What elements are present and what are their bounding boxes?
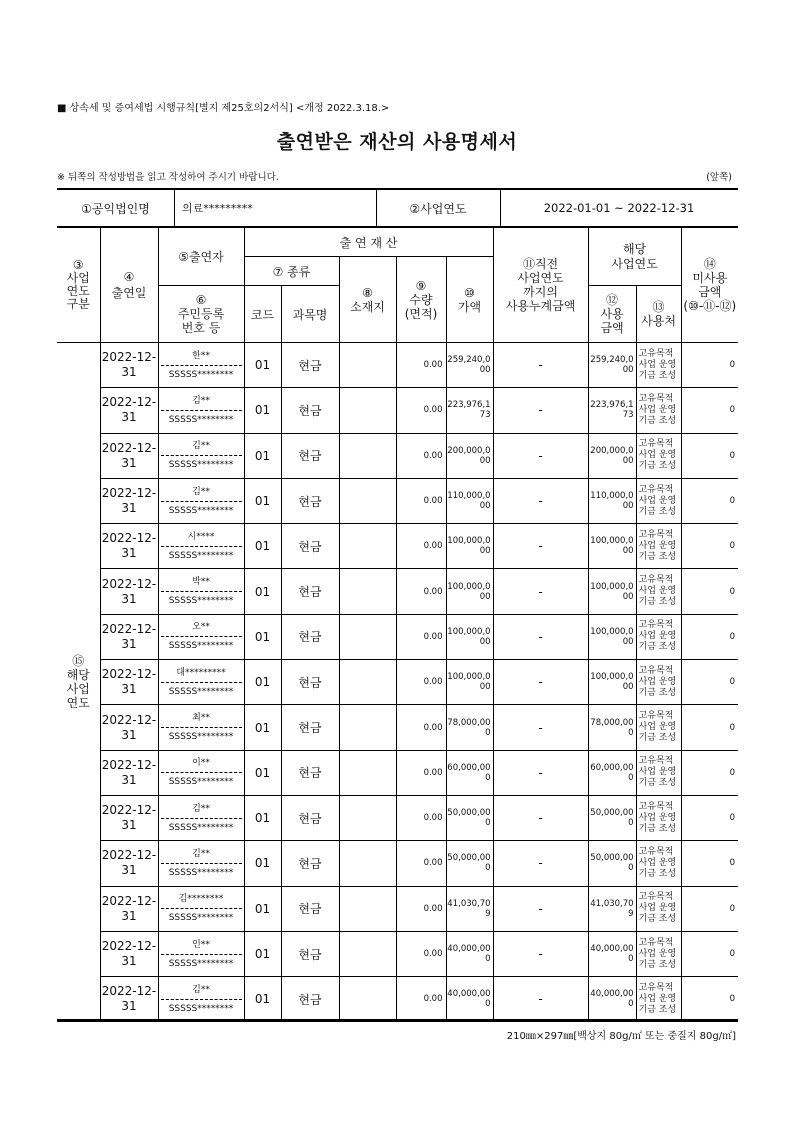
table-row — [57, 886, 738, 931]
value-cell: 78,000,000 — [446, 705, 493, 750]
usage-place-cell: 고유목적 사업 운영 기금 조성 — [636, 343, 681, 388]
contrib-date-cell: 2022-12-31 — [100, 931, 158, 976]
table-row — [57, 569, 738, 614]
prev-usage-cell: - — [493, 569, 588, 614]
used-amount-cell: 41,030,709 — [588, 886, 636, 931]
prev-usage-cell: - — [493, 931, 588, 976]
quantity-cell: 0.00 — [396, 478, 446, 523]
quantity-cell: 0.00 — [396, 931, 446, 976]
resident-id: SSSSS******** — [168, 958, 234, 969]
contributor-name: 한** — [161, 347, 242, 366]
resident-id: SSSSS******** — [168, 686, 234, 697]
contributor-cell — [158, 524, 244, 569]
contrib-date-cell: 2022-12-31 — [100, 343, 158, 388]
page-side-label: (앞쪽) — [706, 172, 732, 183]
code-cell: 01 — [244, 569, 281, 614]
contributor-name: 인** — [161, 936, 242, 955]
page-title: 출연받은 재산의 사용명세서 — [276, 131, 518, 153]
used-amount-cell: 50,000,000 — [588, 841, 636, 886]
quantity-cell: 0.00 — [396, 705, 446, 750]
header-quantity: ⑨ 수량 (면적) — [396, 257, 446, 343]
contributor-cell — [158, 886, 244, 931]
table-row — [57, 750, 738, 795]
location-cell — [339, 478, 396, 523]
quantity-cell: 0.00 — [396, 614, 446, 659]
prev-usage-cell: - — [493, 886, 588, 931]
resident-id: SSSSS******** — [168, 505, 234, 516]
table-row — [57, 705, 738, 750]
contrib-date-cell: 2022-12-31 — [100, 841, 158, 886]
unused-amount-cell: 0 — [681, 705, 738, 750]
usage-place-cell: 고유목적 사업 운영 기금 조성 — [636, 569, 681, 614]
used-amount-cell: 223,976,173 — [588, 388, 636, 433]
header-contrib-date: ④ 출연일 — [100, 228, 158, 343]
usage-place-cell: 고유목적 사업 운영 기금 조성 — [636, 478, 681, 523]
location-cell — [339, 795, 396, 840]
contributor-cell — [158, 705, 244, 750]
table-row — [57, 524, 738, 569]
prev-usage-cell: - — [493, 343, 588, 388]
location-cell — [339, 524, 396, 569]
unused-amount-cell: 0 — [681, 977, 738, 1022]
usage-place-cell: 고유목적 사업 운영 기금 조성 — [636, 795, 681, 840]
paper-spec: 210㎜×297㎜[백상지 80g/㎡ 또는 중질지 80g/㎡] — [506, 1031, 736, 1042]
resident-id: SSSSS******** — [168, 460, 234, 471]
contrib-date-cell: 2022-12-31 — [100, 750, 158, 795]
subject-cell: 현금 — [281, 841, 339, 886]
value-cell: 259,240,000 — [446, 343, 493, 388]
contrib-date-cell: 2022-12-31 — [100, 795, 158, 840]
header-value: ⑩ 가액 — [446, 257, 493, 343]
business-year-value: 2022-01-01 ~ 2022-12-31 — [543, 201, 695, 215]
usage-place-cell: 고유목적 사업 운영 기금 조성 — [636, 705, 681, 750]
used-amount-cell: 100,000,000 — [588, 614, 636, 659]
subject-cell: 현금 — [281, 931, 339, 976]
usage-place-cell: 고유목적 사업 운영 기금 조성 — [636, 750, 681, 795]
header-prev-usage: ⑪직전 사업연도 까지의 사용누계금액 — [493, 228, 588, 343]
location-cell — [339, 614, 396, 659]
code-cell: 01 — [244, 977, 281, 1022]
subject-cell: 현금 — [281, 569, 339, 614]
table-row — [57, 660, 738, 705]
contributor-name: 박** — [161, 573, 242, 592]
unused-amount-cell: 0 — [681, 478, 738, 523]
unused-amount-cell: 0 — [681, 750, 738, 795]
used-amount-cell: 40,000,000 — [588, 977, 636, 1022]
location-cell — [339, 750, 396, 795]
contributor-name: 김** — [161, 437, 242, 456]
code-cell: 01 — [244, 433, 281, 478]
value-cell: 60,000,000 — [446, 750, 493, 795]
prev-usage-cell: - — [493, 660, 588, 705]
header-year-type: ③ 사업 연도 구분 — [57, 228, 100, 343]
resident-id: SSSSS******** — [168, 777, 234, 788]
code-cell: 01 — [244, 388, 281, 433]
contributor-name: 김** — [161, 483, 242, 502]
value-cell: 200,000,000 — [446, 433, 493, 478]
code-cell: 01 — [244, 660, 281, 705]
resident-id: SSSSS******** — [168, 867, 234, 878]
header-contrib-property: 출 연 재 산 — [244, 228, 493, 257]
table-row — [57, 343, 738, 388]
location-cell — [339, 343, 396, 388]
value-cell: 100,000,000 — [446, 569, 493, 614]
subject-cell: 현금 — [281, 433, 339, 478]
location-cell — [339, 660, 396, 705]
subject-cell: 현금 — [281, 795, 339, 840]
form-reference: ■ 상속세 및 증여세법 시행규칙[별지 제25호의2서식] <개정 2022.3.18.> — [57, 103, 390, 114]
quantity-cell: 0.00 — [396, 343, 446, 388]
usage-place-cell: 고유목적 사업 운영 기금 조성 — [636, 841, 681, 886]
header-contributor: ⑤출연자 — [158, 228, 244, 286]
used-amount-cell: 100,000,000 — [588, 569, 636, 614]
business-year-label: ②사업연도 — [409, 201, 467, 216]
prev-usage-cell: - — [493, 705, 588, 750]
contributor-name: 최** — [161, 709, 242, 728]
usage-place-cell: 고유목적 사업 운영 기금 조성 — [636, 886, 681, 931]
table-row — [57, 795, 738, 840]
value-cell: 50,000,000 — [446, 841, 493, 886]
used-amount-cell: 259,240,000 — [588, 343, 636, 388]
unused-amount-cell: 0 — [681, 660, 738, 705]
resident-id: SSSSS******** — [168, 822, 234, 833]
header-code: 코드 — [244, 286, 281, 343]
resident-id: SSSSS******** — [168, 369, 234, 380]
prev-usage-cell: - — [493, 841, 588, 886]
usage-place-cell: 고유목적 사업 운영 기금 조성 — [636, 433, 681, 478]
contributor-cell — [158, 433, 244, 478]
table-row — [57, 931, 738, 976]
prev-usage-cell: - — [493, 388, 588, 433]
contrib-date-cell: 2022-12-31 — [100, 569, 158, 614]
unused-amount-cell: 0 — [681, 569, 738, 614]
table-row — [57, 433, 738, 478]
unused-amount-cell: 0 — [681, 886, 738, 931]
table-row — [57, 977, 738, 1022]
subject-cell: 현금 — [281, 750, 339, 795]
unused-amount-cell: 0 — [681, 524, 738, 569]
prev-usage-cell: - — [493, 977, 588, 1022]
quantity-cell: 0.00 — [396, 388, 446, 433]
used-amount-cell: 110,000,000 — [588, 478, 636, 523]
contributor-name: 이** — [161, 754, 242, 773]
bottom-rule — [57, 1019, 738, 1021]
subject-cell: 현금 — [281, 388, 339, 433]
quantity-cell: 0.00 — [396, 977, 446, 1022]
usage-place-cell: 고유목적 사업 운영 기금 조성 — [636, 660, 681, 705]
subject-cell: 현금 — [281, 524, 339, 569]
location-cell — [339, 433, 396, 478]
subject-cell: 현금 — [281, 614, 339, 659]
subject-cell: 현금 — [281, 705, 339, 750]
contributor-name: 김** — [161, 800, 242, 819]
value-cell: 100,000,000 — [446, 614, 493, 659]
contributor-cell — [158, 795, 244, 840]
contrib-date-cell: 2022-12-31 — [100, 478, 158, 523]
prev-usage-cell: - — [493, 750, 588, 795]
code-cell: 01 — [244, 478, 281, 523]
unused-amount-cell: 0 — [681, 433, 738, 478]
header-current-year: 해당 사업연도 — [588, 228, 681, 286]
unused-amount-cell: 0 — [681, 388, 738, 433]
contributor-name: 시**** — [161, 528, 242, 547]
contrib-date-cell: 2022-12-31 — [100, 660, 158, 705]
location-cell — [339, 841, 396, 886]
used-amount-cell: 50,000,000 — [588, 795, 636, 840]
quantity-cell: 0.00 — [396, 569, 446, 614]
contrib-date-cell: 2022-12-31 — [100, 886, 158, 931]
location-cell — [339, 569, 396, 614]
resident-id: SSSSS******** — [168, 414, 234, 425]
value-cell: 100,000,000 — [446, 660, 493, 705]
quantity-cell: 0.00 — [396, 750, 446, 795]
contributor-cell — [158, 841, 244, 886]
contributor-cell — [158, 660, 244, 705]
used-amount-cell: 78,000,000 — [588, 705, 636, 750]
code-cell: 01 — [244, 614, 281, 659]
contributor-cell — [158, 931, 244, 976]
contributor-name: 김******** — [161, 890, 242, 909]
value-cell: 40,000,000 — [446, 977, 493, 1022]
contributor-cell — [158, 388, 244, 433]
resident-id: SSSSS******** — [168, 550, 234, 561]
usage-place-cell: 고유목적 사업 운영 기금 조성 — [636, 977, 681, 1022]
header-unused-amount: ⑭ 미사용 금액 (⑩-⑪-⑫) — [681, 228, 738, 343]
contributor-name: 김** — [161, 392, 242, 411]
unused-amount-cell: 0 — [681, 614, 738, 659]
resident-id: SSSSS******** — [168, 732, 234, 743]
unused-amount-cell: 0 — [681, 343, 738, 388]
value-cell: 223,976,173 — [446, 388, 493, 433]
quantity-cell: 0.00 — [396, 433, 446, 478]
code-cell: 01 — [244, 931, 281, 976]
code-cell: 01 — [244, 524, 281, 569]
unused-amount-cell: 0 — [681, 795, 738, 840]
usage-place-cell: 고유목적 사업 운영 기금 조성 — [636, 388, 681, 433]
used-amount-cell: 60,000,000 — [588, 750, 636, 795]
usage-place-cell: 고유목적 사업 운영 기금 조성 — [636, 524, 681, 569]
code-cell: 01 — [244, 343, 281, 388]
subject-cell: 현금 — [281, 977, 339, 1022]
header-resident-id: ⑥ 주민등록 번호 등 — [158, 286, 244, 343]
used-amount-cell: 100,000,000 — [588, 524, 636, 569]
header-usage-place: ⑬ 사용처 — [636, 286, 681, 343]
header-kind: ⑦ 종류 — [244, 257, 339, 286]
table-row — [57, 841, 738, 886]
corp-name-label: ①공익법인명 — [81, 201, 150, 216]
contributor-cell — [158, 569, 244, 614]
contrib-date-cell: 2022-12-31 — [100, 388, 158, 433]
contributor-cell — [158, 750, 244, 795]
contributor-cell — [158, 977, 244, 1022]
resident-id: SSSSS******** — [168, 641, 234, 652]
table-row — [57, 614, 738, 659]
used-amount-cell: 200,000,000 — [588, 433, 636, 478]
divider — [174, 189, 175, 227]
table-row — [57, 388, 738, 433]
location-cell — [339, 388, 396, 433]
location-cell — [339, 931, 396, 976]
resident-id: SSSSS******** — [168, 913, 234, 924]
contrib-date-cell: 2022-12-31 — [100, 705, 158, 750]
location-cell — [339, 977, 396, 1022]
value-cell: 41,030,709 — [446, 886, 493, 931]
prev-usage-cell: - — [493, 614, 588, 659]
quantity-cell: 0.00 — [396, 660, 446, 705]
contributor-cell — [158, 614, 244, 659]
contrib-date-cell: 2022-12-31 — [100, 524, 158, 569]
contributor-cell — [158, 478, 244, 523]
unused-amount-cell: 0 — [681, 931, 738, 976]
value-cell: 50,000,000 — [446, 795, 493, 840]
corp-name-value: 의료********* — [182, 202, 253, 215]
unused-amount-cell: 0 — [681, 841, 738, 886]
header-used-amount: ⑫ 사용 금액 — [588, 286, 636, 343]
code-cell: 01 — [244, 886, 281, 931]
location-cell — [339, 886, 396, 931]
usage-table — [57, 227, 738, 1022]
contrib-date-cell: 2022-12-31 — [100, 433, 158, 478]
usage-place-cell: 고유목적 사업 운영 기금 조성 — [636, 614, 681, 659]
contributor-name: 오** — [161, 618, 242, 637]
contributor-name: 김** — [161, 981, 242, 1000]
resident-id: SSSSS******** — [168, 596, 234, 607]
prev-usage-cell: - — [493, 478, 588, 523]
subject-cell: 현금 — [281, 886, 339, 931]
value-cell: 100,000,000 — [446, 524, 493, 569]
value-cell: 40,000,000 — [446, 931, 493, 976]
quantity-cell: 0.00 — [396, 795, 446, 840]
subject-cell: 현금 — [281, 343, 339, 388]
quantity-cell: 0.00 — [396, 841, 446, 886]
subject-cell: 현금 — [281, 660, 339, 705]
prev-usage-cell: - — [493, 795, 588, 840]
resident-id: SSSSS******** — [168, 1003, 234, 1014]
prev-usage-cell: - — [493, 433, 588, 478]
contributor-cell — [158, 343, 244, 388]
contrib-date-cell: 2022-12-31 — [100, 614, 158, 659]
instruction-note: ※ 뒤쪽의 작성방법을 읽고 작성하여 주시기 바랍니다. — [57, 172, 279, 183]
usage-place-cell: 고유목적 사업 운영 기금 조성 — [636, 931, 681, 976]
code-cell: 01 — [244, 705, 281, 750]
code-cell: 01 — [244, 841, 281, 886]
quantity-cell: 0.00 — [396, 524, 446, 569]
used-amount-cell: 100,000,000 — [588, 660, 636, 705]
quantity-cell: 0.00 — [396, 886, 446, 931]
contributor-name: 대********* — [161, 664, 242, 683]
table-row — [57, 478, 738, 523]
prev-usage-cell: - — [493, 524, 588, 569]
code-cell: 01 — [244, 750, 281, 795]
contributor-name: 김** — [161, 845, 242, 864]
value-cell: 110,000,000 — [446, 478, 493, 523]
contrib-date-cell: 2022-12-31 — [100, 977, 158, 1022]
used-amount-cell: 40,000,000 — [588, 931, 636, 976]
header-subject: 과목명 — [281, 286, 339, 343]
code-cell: 01 — [244, 795, 281, 840]
header-location: ⑧ 소재지 — [339, 257, 396, 343]
subject-cell: 현금 — [281, 478, 339, 523]
location-cell — [339, 705, 396, 750]
current-year-label: ⑮ 해당 사업 연도 — [57, 343, 100, 1022]
